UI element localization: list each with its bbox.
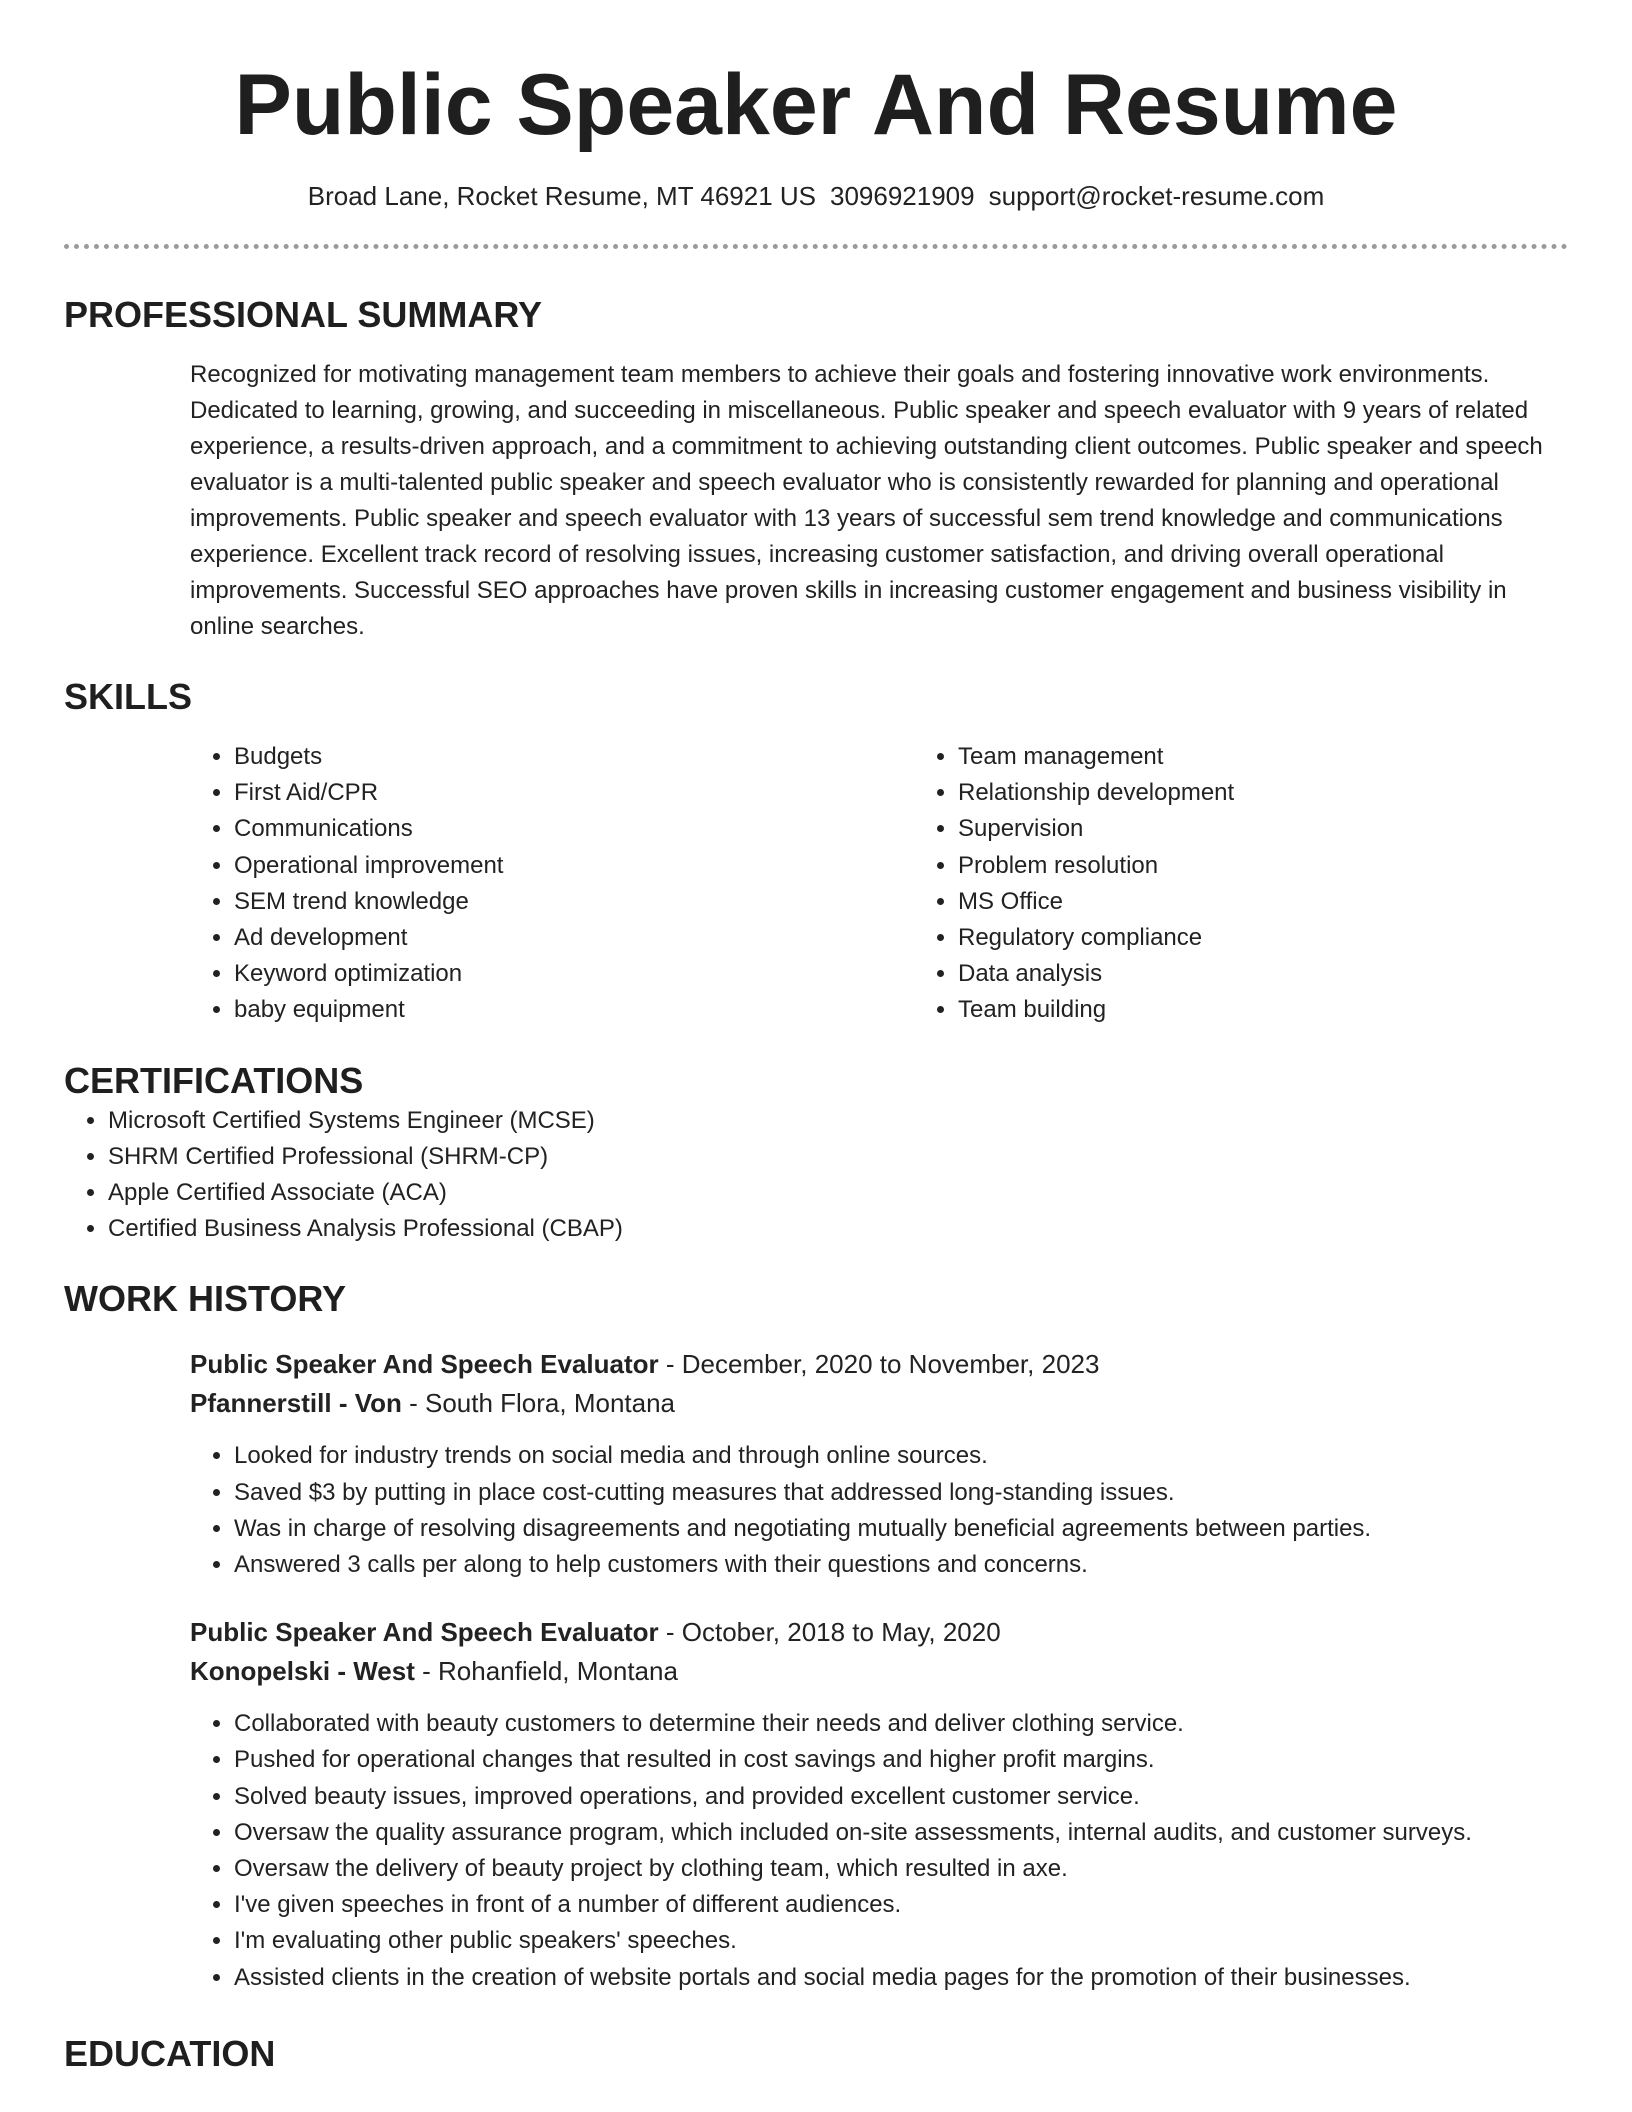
job-location: - Rohanfield, Montana	[414, 1656, 678, 1687]
skill-item: • First Aid/CPR	[234, 775, 914, 811]
job-bullets	[190, 1438, 1568, 1583]
certification-item: • Microsoft Certified Systems Engineer (MCSE)	[108, 1103, 1568, 1139]
job-bullet: • Solved beauty issues, improved operations, and provided excellent customer service.	[234, 1779, 1568, 1815]
summary-heading: PROFESSIONAL SUMMARY	[64, 294, 543, 335]
education-heading: EDUCATION	[64, 2032, 276, 2074]
skill-item: • Problem resolution	[958, 848, 1632, 884]
job-company: Pfannerstill - Von	[190, 1388, 402, 1419]
job-company-line	[190, 1652, 1568, 1691]
skills-columns	[190, 739, 1568, 1029]
contact-phone: 3096921909	[830, 181, 975, 211]
summary-text: Recognized for motivating management team members to achieve their goals and fostering innovative work environments. Dedicated to learning, growing, and succeeding in miscellaneous. Public speaker and speech evaluator with 9 years of related experience, a results-driven approach, and a commitment to achieving outstanding client outcomes. Public speaker and speech evaluator is a multi-talented public speaker and speech evaluator who is consistently rewarded for planning and operational improvements. Public speaker and speech evaluator with 13 years of successful sem trend knowledge and communications experience. Excellent track record of resolving issues, increasing customer satisfaction, and driving overall operational improvements. Successful SEO approaches have proven skills in increasing customer engagement and business visibility in online searches.	[190, 361, 1543, 640]
job-entry	[190, 1613, 1568, 1996]
job-bullet: • Oversaw the quality assurance program, which included on-site assessments, internal audits, and customer surveys.	[234, 1815, 1568, 1851]
skill-item: • Keyword optimization	[234, 956, 914, 992]
job-bullets	[190, 1706, 1568, 1996]
skill-item: • Relationship development	[958, 775, 1632, 811]
skill-item: • SEM trend knowledge	[234, 884, 914, 920]
job-bullet: • Pushed for operational changes that resulted in cost savings and higher profit margins.	[234, 1742, 1568, 1778]
job-dates: - October, 2018 to May, 2020	[658, 1617, 1001, 1648]
job-title-line	[190, 1613, 1568, 1652]
certification-item: • Certified Business Analysis Professional (CBAP)	[108, 1211, 1568, 1247]
skills-list-right	[914, 739, 1632, 1029]
work-history-heading: WORK HISTORY	[64, 1278, 347, 1320]
certification-item: • Apple Certified Associate (ACA)	[108, 1175, 1568, 1211]
job-bullet: • Assisted clients in the creation of website portals and social media pages for the promotion of their businesses.	[234, 1960, 1568, 1996]
skill-item: • Data analysis	[958, 956, 1632, 992]
job-bullet: • Oversaw the delivery of beauty project by clothing team, which resulted in axe.	[234, 1851, 1568, 1887]
job-dates: - December, 2020 to November, 2023	[658, 1349, 1100, 1380]
skill-item: • baby equipment	[234, 992, 914, 1028]
contact-address: Broad Lane, Rocket Resume, MT 46921 US	[307, 181, 816, 211]
skill-item: • Budgets	[234, 739, 914, 775]
skill-item: • Regulatory compliance	[958, 920, 1632, 956]
job-bullet: • I've given speeches in front of a number of different audiences.	[234, 1887, 1568, 1923]
skills-list-left	[190, 739, 914, 1029]
contact-email: support@rocket-resume.com	[988, 181, 1325, 211]
job-bullet: • Looked for industry trends on social media and through online sources.	[234, 1438, 1568, 1474]
job-bullet: • Answered 3 calls per along to help customers with their questions and concerns.	[234, 1547, 1568, 1583]
job-bullet: • Was in charge of resolving disagreements and negotiating mutually beneficial agreements between parties.	[234, 1511, 1568, 1547]
job-bullet: • I'm evaluating other public speakers' speeches.	[234, 1923, 1568, 1959]
job-bullet: • Collaborated with beauty customers to determine their needs and deliver clothing service.	[234, 1706, 1568, 1742]
job-entry	[190, 1345, 1568, 1583]
certifications-heading: CERTIFICATIONS	[64, 1059, 364, 1101]
skill-item: • Communications	[234, 811, 914, 847]
header-divider	[64, 244, 1568, 249]
resume-name: Public Speaker And Resume	[234, 57, 1398, 153]
skills-heading: SKILLS	[64, 676, 193, 717]
job-company-line	[190, 1384, 1568, 1423]
job-company: Konopelski - West	[190, 1656, 415, 1687]
job-title: Public Speaker And Speech Evaluator	[190, 1617, 659, 1648]
skill-item: • Operational improvement	[234, 848, 914, 884]
certifications-list	[64, 1103, 1568, 1248]
job-title: Public Speaker And Speech Evaluator	[190, 1349, 659, 1380]
skill-item: • Supervision	[958, 811, 1632, 847]
contact-line	[64, 178, 1568, 214]
skill-item: • Team building	[958, 992, 1632, 1028]
job-bullet: • Saved $3 by putting in place cost-cutting measures that addressed long-standing issues.	[234, 1475, 1568, 1511]
certification-item: • SHRM Certified Professional (SHRM-CP)	[108, 1139, 1568, 1175]
skill-item: • Ad development	[234, 920, 914, 956]
skill-item: • Team management	[958, 739, 1632, 775]
job-title-line	[190, 1345, 1568, 1384]
job-location: - South Flora, Montana	[401, 1388, 676, 1419]
skill-item: • MS Office	[958, 884, 1632, 920]
